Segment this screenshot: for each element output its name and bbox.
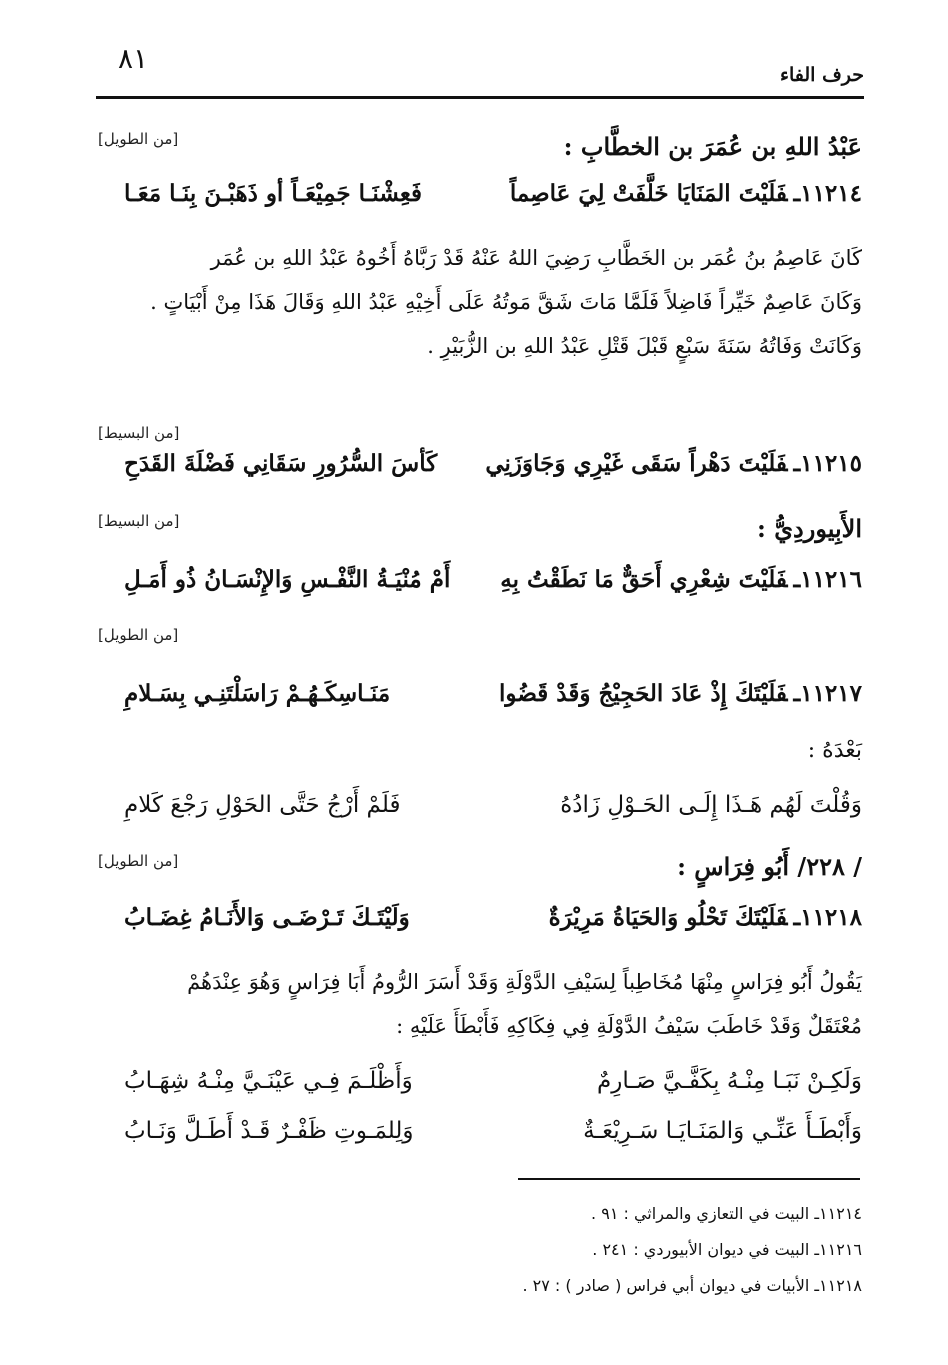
commentary-line: كَانَ عَاصِمُ بنُ عُمَر بن الخَطَّابِ رَضِيَ اللهُ عَنْهُ قَدْ رَبَّاهُ أَخُوهُ عَبْدُ اللهِ بن عُمَر: [210, 246, 862, 270]
verse-first-hemistich: وَأَبْطَـأَ عَنِّـي وَالمَنَـايَـا سَـرِيْعَـةٌ: [583, 1118, 862, 1144]
meter-label: [من الطويل]: [98, 852, 179, 870]
footnote: ١١٢١٦ـ البيت في ديوان الأبيوردي : ٢٤١ .: [592, 1240, 862, 1259]
hemistich-text: فَلَيْتَكَ تَحْلُو وَالحَيَاةُ مَرِيْرَةٌ: [548, 904, 788, 931]
verse-number: ١١٢١٥ـ: [793, 450, 862, 477]
footnote: ١١٢١٨ـ الأبيات في ديوان أبي فراس ( صادر ) : ٢٧ .: [522, 1276, 862, 1295]
page-number: ٨١: [118, 42, 149, 75]
verse-second-hemistich: مَنَـاسِكَـهُـمْ رَاسَلْتَنِـي بِسَـلامِ: [124, 680, 391, 707]
verse-second-hemistich: وَلِلمَـوتِ ظَفْـرٌ قَـدْ أَطَـلَّ وَنَـابُ: [124, 1118, 414, 1144]
poet-heading: / ٢٢٨/ أَبُو فِرَاسٍ :: [677, 852, 862, 881]
verse-second-hemistich: وَلَيْتَـكَ تَـرْضَـى وَالأَنَـامُ غِضَـابُ: [124, 904, 410, 931]
meter-label: [من البسيط]: [98, 512, 180, 530]
hemistich-text: فَلَيْتَكَ إِذْ عَادَ الحَجِيْجُ وَقَدْ قَضُوا: [499, 680, 788, 707]
verse-first-hemistich: [499, 680, 862, 707]
verse-first-hemistich: وَقُلْتَ لَهُم هَـذَا إِلَـى الحَـوْلِ زَادُهُ: [560, 792, 862, 818]
verse-first-hemistich: [510, 180, 862, 207]
verse-number: ١١٢١٨ـ: [793, 904, 862, 931]
verse-second-hemistich: وَأَظْلَـمَ فِـي عَيْنَـيَّ مِنْـهُ شِهَـابُ: [124, 1068, 413, 1094]
hemistich-text: فَلَيْتَ دَهْراً سَقَى غَيْرِي وَجَاوَزَنِي: [485, 450, 788, 477]
header-rule: [96, 96, 864, 99]
verse-second-hemistich: فَعِشْنَـا جَمِيْعَـاً أو ذَهَبْـنَ بِنَـا مَعَـا: [124, 180, 422, 207]
poet-heading: عَبْدُ اللهِ بن عُمَرَ بن الخطَّابِ :: [563, 132, 862, 161]
verse-first-hemistich: [485, 450, 862, 477]
meter-label: [من الطويل]: [98, 130, 179, 148]
commentary-paragraph: [82, 236, 862, 368]
verse-second-hemistich: فَلَمْ أَرْجُ حَتَّى الحَوْلِ رَجْعَ كَلامِ: [124, 792, 401, 818]
verse-first-hemistich: [549, 904, 862, 931]
commentary-line: وَكَانَتْ وَفَاتُهُ سَنَةَ سَبْعٍ قَبْلَ قَتْلِ عَبْدُ اللهِ بن الزُّبَيْرِ .: [427, 334, 862, 358]
verse-second-hemistich: أَمْ مُنْيَـةُ النَّفْـسِ وَالإِنْسَـانُ ذُو أَمَـلِ: [124, 566, 451, 593]
verse-first-hemistich: [500, 566, 862, 593]
commentary-line: وَكَانَ عَاصِمٌ خَيِّراً فَاضِلاً فَلَمَّا مَاتَ شَقَّ مَوتُهُ عَلَى أَخِيْهِ عَبْدُ اللهِ وَقَالَ هَذَا مِنْ أَبْيَاتٍ .: [150, 290, 862, 314]
verse-second-hemistich: كَأسَ السُّرُورِ سَقَانِي فَضْلَةَ القَدَحِ: [124, 450, 438, 477]
commentary-line: يَقُولُ أَبُو فِرَاسٍ مِنْهَا مُخَاطِباً لِسَيْفِ الدَّوْلَةِ وَقَدْ أَسَرَ الرُّومُ أَبَا فِرَاسٍ وَهُوَ عِنْدَهُمْ: [187, 970, 862, 994]
poet-heading: الأَبِيوردِيُّ :: [757, 514, 862, 543]
hemistich-text: فَلَيْتَ المَنَايَا خَلَّفَتْ لِيَ عَاصِماً: [509, 180, 788, 207]
verse-number: ١١٢١٧ـ: [793, 680, 862, 707]
continuation-note: بَعْدَهُ :: [807, 738, 862, 763]
meter-label: [من البسيط]: [98, 424, 180, 442]
commentary-paragraph: [82, 960, 862, 1048]
verse-number: ١١٢١٦ـ: [793, 566, 862, 593]
footnote-rule: [518, 1178, 860, 1180]
meter-label: [من الطويل]: [98, 626, 179, 644]
commentary-line: مُعْتَقَلٌ وَقَدْ خَاطَبَ سَيْفُ الدَّوْلَةِ فِي فِكَاكِهِ فَأَبْطَأَ عَلَيْهِ :: [396, 1014, 862, 1038]
verse-first-hemistich: وَلَكِـنْ نَبَـا مِنْـهُ بِكَفَّـيَّ صَـارِمٌ: [597, 1068, 862, 1094]
verse-number: ١١٢١٤ـ: [793, 180, 862, 207]
hemistich-text: فَلَيْتَ شِعْرِي أَحَقٌّ مَا نَطَقْتُ بِهِ: [500, 566, 788, 593]
footnote: ١١٢١٤ـ البيت في التعازي والمراثي : ٩١ .: [591, 1204, 862, 1223]
running-title: حرف الفاء: [780, 64, 864, 86]
